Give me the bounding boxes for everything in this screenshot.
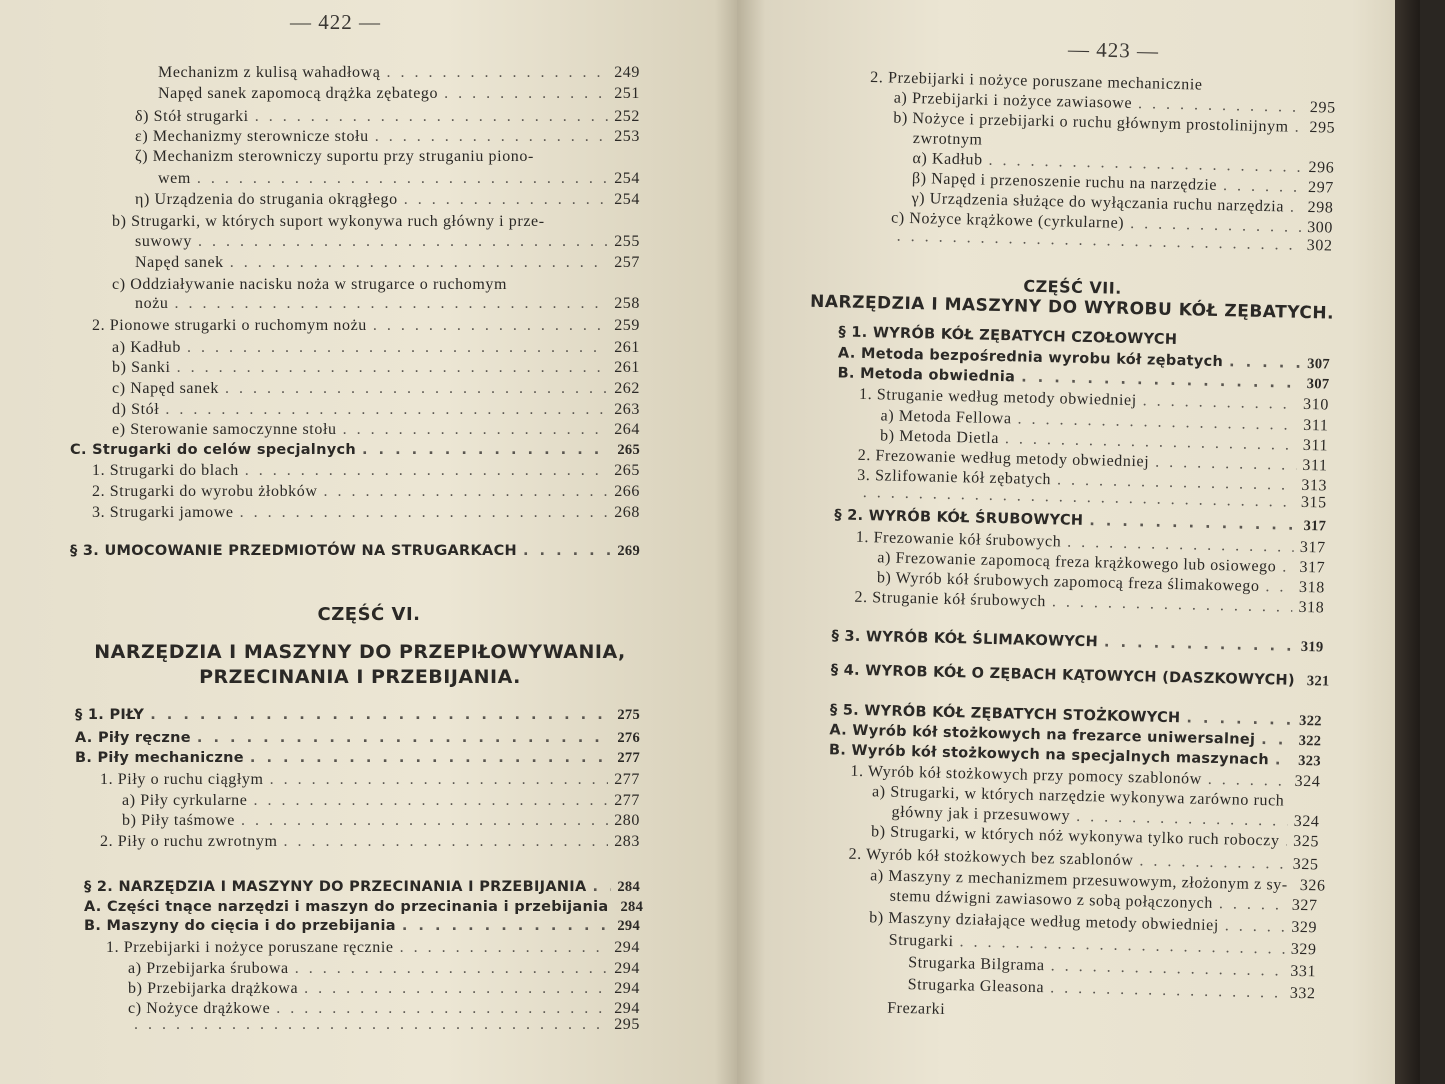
entry-title: główny jak i przesuwowy [891, 803, 1071, 825]
page-number: — 422 — [290, 10, 381, 34]
entry-title: § 2. NARZĘDZIA I MASZYNY DO PRZECINANIA I PRZEBIJANIA [84, 879, 587, 895]
page-ref: 277 [614, 771, 640, 788]
toc-entry [84, 918, 640, 935]
page-ref: 329 [1290, 940, 1317, 959]
toc-entry [112, 380, 640, 398]
entry-title: β) Napęd i przenoszenie ruchu na narzędzie [911, 169, 1218, 194]
entry-title: Mechanizm z kulisą wahadłową [158, 64, 381, 81]
toc-entry [135, 128, 640, 146]
page-ref: 265 [617, 442, 640, 458]
entry-title: B. Maszyny do cięcia i do przebijania [84, 918, 396, 934]
page-ref: 276 [617, 730, 640, 746]
page-ref: 311 [1302, 436, 1329, 455]
toc-entry [70, 442, 640, 459]
page-ref: 324 [1294, 772, 1321, 791]
entry-title: 2. Wyrób kół stożkowych bez szablonów [848, 845, 1134, 870]
page-ref: 261 [614, 339, 640, 356]
entry-title: § 1. PIŁY [75, 707, 145, 723]
page-ref: 259 [614, 317, 640, 334]
entry-title: 1. Wyrób kół stożkowych przy pomocy szablonów [850, 762, 1203, 788]
dot-leader [1044, 979, 1284, 1002]
entry-title: a) Metoda Fellowa [880, 407, 1012, 428]
dot-leader [356, 442, 611, 458]
toc-entry [75, 707, 640, 724]
entry-title: b) Maszyny działające według metody obwiedniej [869, 909, 1220, 935]
dot-leader [181, 339, 608, 357]
page-ref: 327 [1291, 896, 1318, 915]
entry-title: 1. Frezowanie kół śrubowych [855, 528, 1062, 551]
entry-title: γ) Urządzenia służące do wyłączania ruchu narzędzia [911, 189, 1285, 216]
page-ref: 329 [1291, 918, 1318, 937]
dot-leader [1149, 453, 1297, 474]
dot-leader [1259, 578, 1293, 597]
right-page [738, 0, 1420, 1084]
toc-entry [907, 976, 1315, 1003]
dot-leader [1202, 771, 1289, 791]
toc-entry [112, 276, 640, 294]
dot-leader [381, 64, 609, 82]
book-edge [1395, 0, 1420, 1084]
entry-title: a) Piły cyrkularne [122, 792, 248, 809]
page-ref: 322 [1298, 732, 1322, 750]
page-ref: 265 [614, 462, 640, 479]
dot-leader [517, 543, 611, 559]
entry-title: A. Piły ręczne [75, 730, 191, 746]
page-ref: 275 [617, 707, 640, 723]
dot-leader [318, 483, 609, 501]
dot-leader [398, 191, 608, 209]
page-ref: 331 [1290, 962, 1317, 981]
page-ref: 323 [1298, 752, 1322, 770]
entry-title: a) Przebijarki i nożyce zawiasowe [893, 89, 1133, 112]
page-ref: 254 [614, 191, 640, 208]
page-ref: 251 [614, 85, 640, 102]
page-ref: 321 [1306, 673, 1330, 690]
dot-leader [235, 812, 608, 830]
page-ref: 294 [617, 918, 640, 934]
entry-title: Strugarka Bilgrama [908, 954, 1045, 975]
dot-leader [1133, 852, 1287, 873]
page-ref: 326 [1299, 876, 1326, 895]
entry-title: suwowy [135, 233, 192, 250]
page-ref: 295 [1309, 99, 1336, 117]
entry-title: α) Kadłub [912, 150, 983, 169]
entry-title: Napęd sanek [135, 254, 224, 271]
dot-leader [144, 707, 611, 723]
toc-entry [112, 421, 640, 439]
entry-title: a) Frezowanie zapomocą freza krążkowego lub osiowego [877, 549, 1277, 576]
entry-title: b) Nożyce i przebijarki o ruchu głównym prostolinijnym [893, 109, 1289, 136]
page-ref: 294 [614, 939, 640, 956]
dot-leader [192, 233, 608, 251]
page-ref: 311 [1303, 416, 1329, 435]
dot-leader [159, 401, 608, 419]
page-ref: 317 [1303, 517, 1327, 535]
entry-title: b) Przebijarka drążkowa [128, 980, 299, 997]
dot-leader [278, 833, 609, 851]
page-ref: 332 [1289, 984, 1316, 1003]
entry-title: 2. Pionowe strugarki o ruchomym nożu [92, 317, 367, 334]
toc-entry [92, 504, 640, 522]
dot-leader [219, 380, 608, 398]
dot-leader [239, 462, 608, 480]
dot-leader [1269, 752, 1293, 769]
page-ref: 253 [614, 128, 640, 145]
part-title: NARZĘDZIA I MASZYNY DO PRZEPIŁOWYWANIA, [94, 641, 626, 663]
page-ref: 249 [614, 64, 640, 81]
entry-title: b) Strugarki, w których nóż wykonywa tylko ruch roboczy [870, 823, 1280, 850]
page-ref: 266 [614, 483, 640, 500]
page-ref: 262 [614, 380, 640, 397]
entry-title: 1. Strugarki do blach [92, 462, 239, 479]
entry-title: e) Sterowanie samoczynne stołu [112, 421, 337, 438]
dot-leader [1045, 957, 1285, 980]
toc-entry [92, 462, 640, 480]
dot-leader [1015, 369, 1301, 391]
dot-leader [234, 504, 609, 522]
entry-title: d) Stół [112, 401, 160, 418]
entry-title: A. Metoda bezpośrednia wyrobu kół zębatych [837, 345, 1224, 371]
toc-entry [128, 960, 640, 978]
dot-leader [1137, 392, 1298, 414]
entry-title: 2. Struganie kół śrubowych [854, 588, 1047, 611]
toc-entry [158, 64, 640, 82]
toc-entry [887, 1000, 1315, 1028]
toc-entry [135, 108, 640, 126]
dot-leader [191, 730, 611, 746]
dot-leader [1046, 593, 1293, 617]
entry-title: A. Wyrób kół stożkowych na frezarce uniwersalnej [829, 722, 1256, 748]
entry-title: c) Napęd sanek [112, 380, 220, 397]
toc-entry [112, 213, 640, 231]
entry-title: § 4. WYROB KÓŁ O ZĘBACH KĄTOWYCH (DASZKOWYCH) [830, 662, 1296, 689]
page-ref: 284 [617, 879, 640, 895]
page-ref: 307 [1307, 356, 1331, 373]
page-ref: 319 [1300, 638, 1324, 656]
page-ref: 300 [1306, 218, 1334, 237]
dot-leader [1255, 732, 1293, 749]
page-ref: 295 [614, 1016, 640, 1033]
page-ref: 313 [1301, 476, 1328, 495]
page-ref: 261 [614, 359, 640, 376]
toc-entry [84, 879, 640, 896]
dot-leader [249, 108, 608, 126]
entry-title: wem [158, 170, 191, 187]
entry-title: b) Piły taśmowe [122, 812, 235, 829]
entry-title: 2. Piły o ruchu zwrotnym [100, 833, 278, 850]
dot-leader [1213, 895, 1286, 915]
toc-entry [122, 812, 640, 830]
page-ref: 318 [1298, 578, 1326, 597]
entry-title: zwrotnym [912, 130, 983, 149]
part-title: PRZECINANIA I PRZEBIJANIA. [199, 666, 521, 688]
toc-entry [135, 254, 640, 272]
dot-leader [1219, 917, 1286, 937]
dot-leader [394, 939, 609, 957]
entry-title: nożu [135, 295, 169, 312]
dot-leader [1180, 710, 1293, 729]
dot-leader [1223, 354, 1301, 372]
dot-leader [438, 85, 608, 103]
toc-entry [112, 359, 640, 377]
page-ref: 317 [1299, 538, 1326, 557]
part-title: NARZĘDZIA I MASZYNY DO WYROBU KÓŁ ZĘBATYCH. [809, 291, 1335, 324]
dot-leader [587, 879, 612, 895]
toc-entry [135, 295, 640, 313]
page-ref: 325 [1293, 832, 1320, 851]
toc-entry [70, 543, 640, 560]
page-ref: 322 [1298, 712, 1322, 730]
dot-leader [369, 128, 608, 146]
page-ref: 294 [614, 980, 640, 997]
toc-entry [92, 317, 640, 335]
page-ref: 255 [614, 233, 640, 250]
entry-title: C. Strugarki do celów specjalnych [70, 442, 356, 458]
entry-title: 2. Frezowanie według metody obwiedniej [857, 446, 1150, 471]
entry-title: stemu dźwigni zawiasowo z sobą połączonych [889, 887, 1214, 913]
dot-leader [289, 960, 608, 978]
entry-title: 1. Struganie według metody obwiedniej [858, 385, 1137, 410]
entry-title: § 1. WYRÓB KÓŁ ZĘBATYCH CZOŁOWYCH [838, 324, 1178, 349]
page-ref: 294 [614, 1000, 640, 1017]
toc-entry [128, 980, 640, 998]
toc-entry [75, 730, 640, 747]
entry-title: a) Kadłub [112, 339, 181, 356]
dot-leader [1061, 533, 1294, 556]
entry-title: 3. Strugarki jamowe [92, 504, 234, 521]
entry-title: a) Przebijarka śrubowa [128, 960, 289, 977]
entry-title: c) Nożyce krążkowe (cyrkularne) [890, 209, 1125, 232]
toc-entry [831, 628, 1323, 656]
entry-title: c) Nożyce drążkowe [128, 1000, 271, 1017]
entry-title: 2. Przebijarki i nożyce poruszane mechanicznie [870, 69, 1203, 94]
page-ref: 254 [614, 170, 640, 187]
entry-title: b) Strugarki, w których suport wykonywa ruch główny i prze- [112, 213, 545, 230]
dot-leader [1288, 119, 1303, 137]
page-ref: 294 [614, 960, 640, 977]
dot-leader [171, 359, 609, 377]
entry-title: b) Sanki [112, 359, 171, 376]
dot-leader [337, 421, 609, 439]
dot-leader [247, 792, 608, 810]
dot-leader [1276, 558, 1294, 576]
toc-entry [92, 483, 640, 501]
dot-leader [953, 933, 1285, 959]
page-number: — 423 — [1067, 37, 1160, 63]
page-ref: 264 [614, 421, 640, 438]
entry-title: § 5. WYRÓB KÓŁ ZĘBATYCH STOŻKOWYCH [829, 702, 1181, 727]
part-heading: CZĘŚĆ VII. [1023, 276, 1123, 298]
entry-title: B. Wyrób kół stożkowych na specjalnych maszynach [828, 742, 1270, 769]
toc-entry [128, 1016, 640, 1034]
toc-entry [100, 771, 640, 789]
toc-entry [106, 939, 640, 957]
dot-leader [128, 1016, 608, 1034]
entry-title: Napęd sanek zapomocą drążka zębatego [158, 85, 439, 102]
dot-leader [1217, 177, 1302, 197]
page-ref: 297 [1307, 178, 1335, 197]
page-ref: 318 [1298, 598, 1325, 617]
toc-entry [75, 750, 640, 767]
entry-title: Strugarka Gleasona [907, 976, 1045, 997]
dot-leader [244, 750, 611, 766]
page-ref: 324 [1293, 812, 1320, 831]
page-ref: 298 [1307, 198, 1334, 217]
page-ref: 302 [1306, 236, 1333, 255]
entry-title: ζ) Mechanizm sterowniczy suportu przy struganiu piono- [135, 148, 534, 165]
page-ref: 268 [614, 504, 640, 521]
dot-leader [1070, 808, 1288, 831]
page-ref: 325 [1292, 855, 1319, 874]
entry-title: 1. Przebijarki i nożyce poruszane ręcznie [106, 939, 394, 956]
toc-entry [112, 401, 640, 419]
toc-entry [158, 85, 640, 103]
entry-title: b) Metoda Dietla [879, 427, 1000, 448]
entry-title: δ) Stół strugarki [135, 108, 249, 125]
entry-title: Strugarki [888, 931, 954, 951]
dot-leader [1132, 95, 1304, 117]
page-ref: 257 [614, 254, 640, 271]
dot-leader [191, 170, 608, 188]
page-ref: 295 [1309, 118, 1336, 137]
toc-entry [84, 899, 644, 916]
entry-title: B. Piły mechaniczne [75, 750, 244, 766]
page-ref: 283 [614, 833, 640, 850]
toc-entry [100, 833, 640, 851]
page-ref: 277 [617, 750, 640, 766]
dot-leader [1098, 634, 1295, 654]
dot-leader [367, 317, 608, 335]
entry-title: ε) Mechanizmy sterownicze stołu [135, 128, 369, 145]
page-ref: 280 [614, 812, 640, 829]
entry-title: 3. Szlifowanie kół zębatych [857, 466, 1052, 489]
dot-leader [1083, 513, 1298, 534]
entry-title: A. Części tnące narzędzi i maszyn do przecinania i przebijania [84, 899, 609, 915]
dot-leader [1284, 198, 1302, 216]
toc-entry [158, 170, 640, 188]
page-ref: 263 [614, 401, 640, 418]
entry-title: 2. Strugarki do wyrobu żłobków [92, 483, 318, 500]
page-ref: 315 [1300, 493, 1327, 512]
part-heading: CZĘŚĆ VI. [317, 604, 421, 625]
dot-leader [396, 918, 611, 934]
toc-entry [135, 148, 640, 166]
entry-title: a) Strugarki, w których narzędzie wykonywa zarówno ruch [871, 783, 1285, 810]
page-ref: 277 [614, 792, 640, 809]
dot-leader [169, 295, 609, 313]
entry-title: b) Wyrób kół śrubowych zapomocą freza ślimakowego [876, 569, 1260, 595]
toc-entry [122, 792, 640, 810]
page-ref: 269 [617, 543, 640, 559]
entry-title: η) Urządzenia do strugania okrągłego [135, 191, 398, 208]
dot-leader [224, 254, 608, 272]
entry-title: § 3. WYRÓB KÓŁ ŚLIMAKOWYCH [831, 628, 1099, 651]
toc-entry [112, 339, 640, 357]
page-ref: 258 [614, 295, 640, 312]
entry-title: § 2. WYRÓB KÓŁ ŚRUBOWYCH [834, 507, 1084, 529]
entry-title: B. Metoda obwiednia [837, 365, 1016, 386]
page-ref: 296 [1308, 158, 1335, 177]
dot-leader [298, 980, 608, 998]
entry-title: Frezarki [886, 999, 946, 1018]
page-ref: 311 [1302, 456, 1328, 475]
page-ref: 252 [614, 108, 640, 125]
toc-entry [135, 191, 640, 209]
page-ref: 284 [620, 899, 644, 915]
page-ref: 307 [1306, 376, 1330, 393]
toc-entry [135, 233, 640, 251]
page-ref: 317 [1299, 558, 1326, 577]
entry-title: a) Maszyny z mechanizmem przesuwowym, złożonym z sy- [869, 867, 1289, 894]
dot-leader [264, 771, 609, 789]
page-ref: 310 [1302, 395, 1330, 414]
entry-title: c) Oddziaływanie nacisku noża w strugarce o ruchomym [112, 276, 508, 293]
toc-entry [830, 662, 1330, 690]
entry-title: § 3. UMOCOWANIE PRZEDMIOTÓW NA STRUGARKACH [70, 543, 517, 559]
entry-title: 1. Piły o ruchu ciągłym [100, 771, 264, 788]
